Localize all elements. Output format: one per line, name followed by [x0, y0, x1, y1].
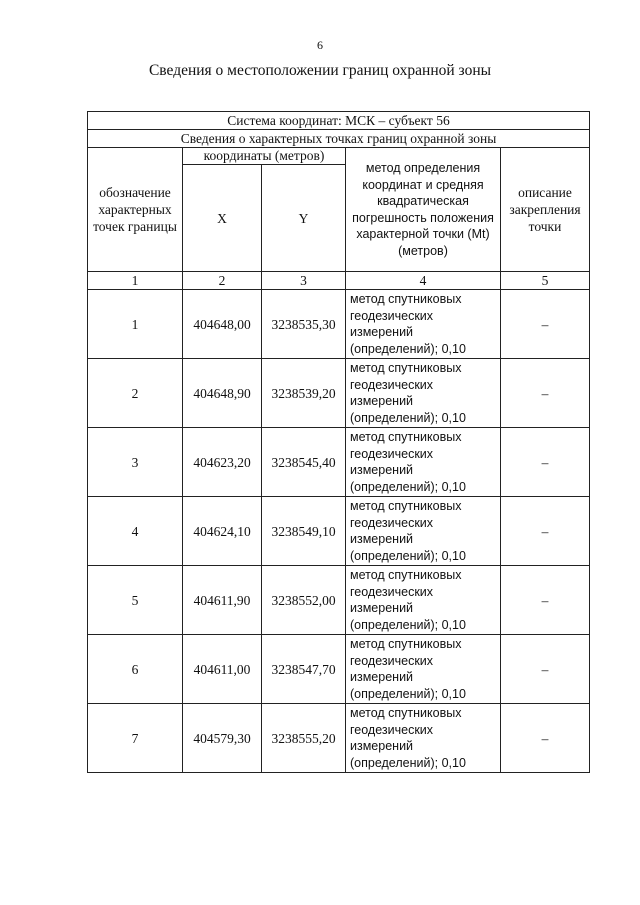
- method-cell: метод спутниковых геодезических измерений (определений); 0,10: [346, 359, 501, 428]
- point-number: 3: [88, 428, 183, 497]
- point-number: 4: [88, 497, 183, 566]
- column-number: 2: [183, 272, 262, 290]
- column-header-row: [88, 148, 590, 165]
- x-coordinate: 404648,90: [183, 359, 262, 428]
- x-label: X: [217, 210, 227, 226]
- table-row: [88, 290, 590, 359]
- table-row: [88, 359, 590, 428]
- point-number: 2: [88, 359, 183, 428]
- point-number: 7: [88, 704, 183, 773]
- coordinate-system-row: [88, 112, 590, 130]
- coordinate-system-header: Система координат: МСК – субъект 56: [88, 112, 590, 130]
- column-number-row: [88, 272, 590, 290]
- column-number: 3: [262, 272, 346, 290]
- boundary-points-table: [87, 111, 590, 773]
- table-row: [88, 704, 590, 773]
- x-header: [183, 165, 262, 272]
- y-coordinate: 3238539,20: [262, 359, 346, 428]
- y-coordinate: 3238552,00: [262, 566, 346, 635]
- description-cell: –: [501, 428, 590, 497]
- y-coordinate: 3238547,70: [262, 635, 346, 704]
- y-coordinate: 3238555,20: [262, 704, 346, 773]
- table-row: [88, 497, 590, 566]
- y-label: Y: [298, 210, 309, 226]
- section-row: [88, 130, 590, 148]
- page-number: 6: [317, 38, 323, 52]
- description-cell: –: [501, 359, 590, 428]
- method-cell: метод спутниковых геодезических измерений (определений); 0,10: [346, 497, 501, 566]
- method-cell: метод спутниковых геодезических измерений (определений); 0,10: [346, 428, 501, 497]
- x-coordinate: 404623,20: [183, 428, 262, 497]
- document-title: Сведения о местоположении границ охранной зоны: [148, 62, 492, 79]
- table-row: [88, 428, 590, 497]
- description-cell: –: [501, 497, 590, 566]
- column-number: 5: [501, 272, 590, 290]
- point-number: 6: [88, 635, 183, 704]
- point-number: 1: [88, 290, 183, 359]
- description-cell: –: [501, 704, 590, 773]
- method-cell: метод спутниковых геодезических измерений (определений); 0,10: [346, 704, 501, 773]
- description-cell: –: [501, 290, 590, 359]
- column-number: 4: [346, 272, 501, 290]
- coordinates-header: координаты (метров): [183, 148, 346, 165]
- description-header: описание закрепления точки: [501, 148, 590, 272]
- description-cell: –: [501, 566, 590, 635]
- method-cell: метод спутниковых геодезических измерений (определений); 0,10: [346, 635, 501, 704]
- section-header: Сведения о характерных точках границ охранной зоны: [88, 130, 590, 148]
- method-header: метод определения координат и средняя квадратическая погрешность положения характерной точки (Mt) (метров): [346, 148, 501, 272]
- table-row: [88, 635, 590, 704]
- x-coordinate: 404648,00: [183, 290, 262, 359]
- table-row: [88, 566, 590, 635]
- description-cell: –: [501, 635, 590, 704]
- y-coordinate: 3238535,30: [262, 290, 346, 359]
- y-coordinate: 3238549,10: [262, 497, 346, 566]
- x-coordinate: 404611,90: [183, 566, 262, 635]
- y-coordinate: 3238545,40: [262, 428, 346, 497]
- x-coordinate: 404579,30: [183, 704, 262, 773]
- designation-header: обозначение характерных точек границы: [88, 148, 183, 272]
- y-header: [262, 165, 346, 272]
- column-number: 1: [88, 272, 183, 290]
- point-number: 5: [88, 566, 183, 635]
- x-coordinate: 404624,10: [183, 497, 262, 566]
- x-coordinate: 404611,00: [183, 635, 262, 704]
- method-cell: метод спутниковых геодезических измерений (определений); 0,10: [346, 566, 501, 635]
- method-cell: метод спутниковых геодезических измерений (определений); 0,10: [346, 290, 501, 359]
